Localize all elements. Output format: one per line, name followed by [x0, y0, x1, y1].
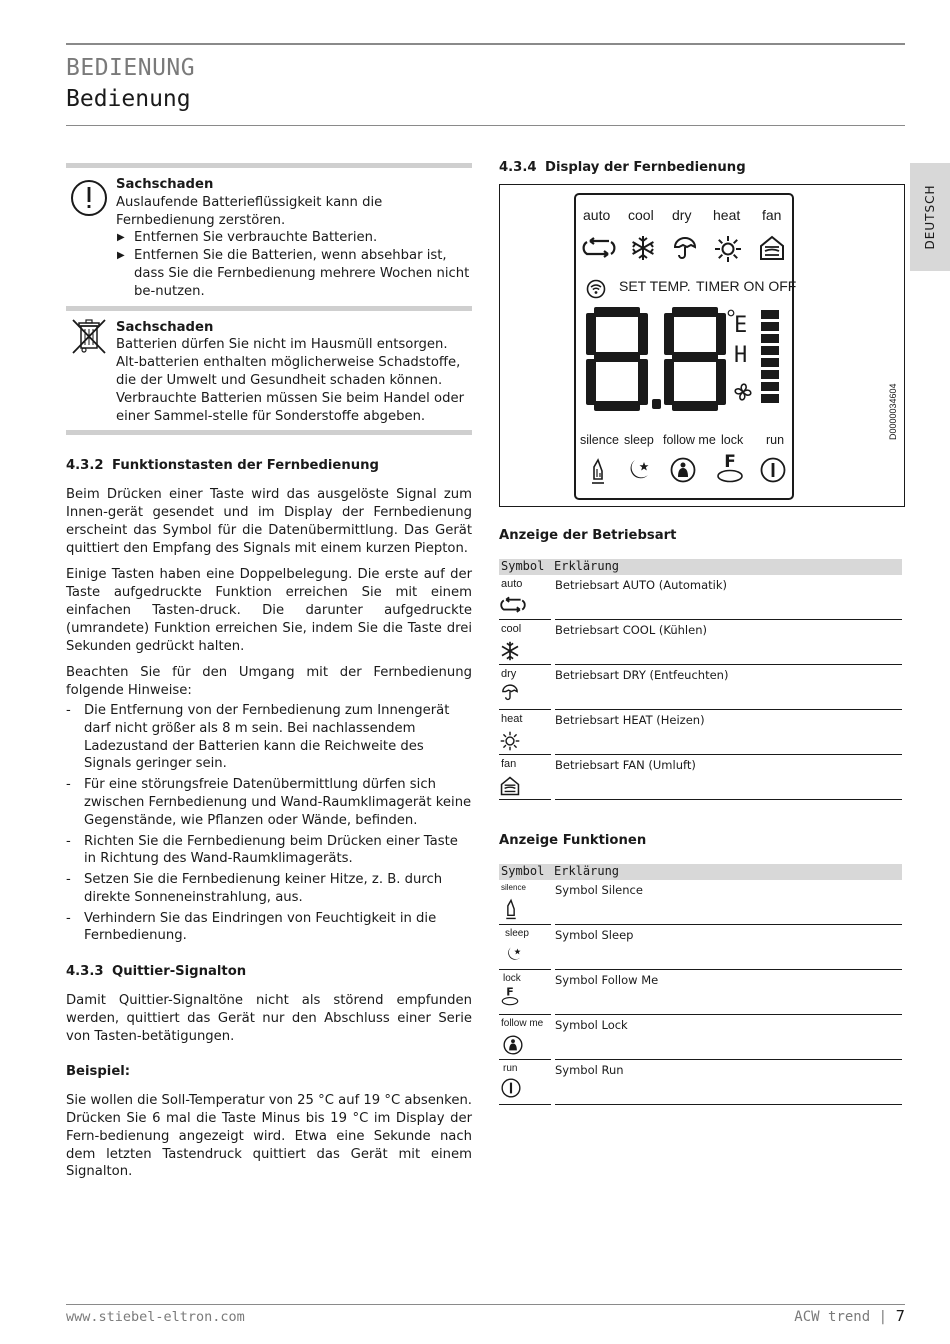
table-symbol-cell: [499, 710, 551, 755]
table-row: [499, 755, 902, 800]
moon-star-icon: [626, 457, 652, 483]
hint-item: - Setzen Sie die Fernbedienung keiner Hitze, z. B. durch direkte Sonneneinstrahlung, aus.: [66, 871, 472, 907]
function-label-sleep: sleep: [624, 433, 654, 447]
table-row: [499, 710, 902, 755]
table-header-explanation: Erklärung: [554, 864, 620, 878]
fan-house-icon: [759, 235, 785, 261]
table-desc-cell: Symbol Run: [555, 1060, 902, 1105]
hint-item: - Die Entfernung von der Fernbedienung zum Innengerät darf nicht größer als 8 m sein. Bei nachlassendem Ladezustand der Batterien kann die Reichweite des Signals geringer sein.: [66, 702, 472, 773]
silence-icon: [588, 457, 608, 485]
table-row: [499, 620, 902, 665]
hint-item: - Für eine störungsfreie Datenübermittlung dürfen sich zwischen Fernbedienung und Wand-Raumklimagerät keine Gegenstände, wie Pflanzen oder Wände, befinden.: [66, 776, 472, 829]
example-heading: Beispiel:: [66, 1064, 131, 1080]
page-number: 7: [895, 1307, 905, 1325]
silence-icon: [503, 898, 519, 920]
level-bar: [761, 358, 779, 367]
paragraph: Damit Quittier-Signaltöne nicht als störend empfunden werden, quittiert das Gerät nur den Abschluss einer Serie von Tasten-betätigungen.: [66, 993, 472, 1044]
language-tab-label: DEUTSCH: [923, 184, 937, 250]
crossed-bin-icon: [70, 317, 108, 355]
remote-display-lcd: [574, 193, 797, 500]
table-mode-title: Anzeige der Betriebsart: [499, 528, 677, 543]
table-desc-cell: Betriebsart COOL (Kühlen): [555, 620, 902, 665]
warning-title: Sachschaden: [116, 177, 214, 192]
warning-text: Batterien dürfen Sie nicht im Hausmüll entsorgen. Alt-batterien enthalten möglicherweise Schadstoffe, die der Umwelt und Gesundheit schaden können. Verbrauchte Batterien müssen Sie beim Handel oder einer Sammel-stelle für Sonderstoffe abgeben.: [116, 337, 464, 424]
remote-display-figure: [499, 184, 905, 507]
symbol-label: run: [503, 1063, 518, 1074]
section-title: Display der Fernbedienung: [545, 160, 746, 175]
table-symbol-cell: [499, 970, 551, 1015]
paragraph: Beachten Sie für den Umgang mit der Fernbedienung folgende Hinweise:: [66, 665, 472, 699]
power-circle-icon: [501, 1078, 521, 1098]
section-number: 4.3.2: [66, 458, 104, 474]
level-bar: [761, 322, 779, 331]
table-row: [499, 1060, 902, 1105]
power-circle-icon: [760, 457, 786, 483]
fan-house-icon: [500, 776, 520, 796]
auto-cycle-icon: [500, 596, 526, 614]
function-label-run: run: [766, 433, 785, 447]
table-header: [499, 559, 902, 575]
warning-item: ▶ Entfernen Sie verbrauchte Batterien.: [134, 229, 472, 247]
exclamation-circle-icon: [70, 179, 108, 217]
warning-battery-leak: [66, 163, 472, 311]
section-heading-4-3-2: [66, 457, 472, 475]
fan-speed-icon: [732, 381, 754, 403]
paragraph: Beim Drücken einer Taste wird das ausgelöste Signal zum Innen-gerät gesendet und im Display der Fernbedienung erscheint das Symbol für die Datenübermittlung. Das Gerät quittiert den Empfang des Signals mit einem kurzen Piepton.: [66, 487, 472, 556]
symbol-label: fan: [501, 758, 517, 770]
left-column: [66, 163, 472, 1190]
table-desc-cell: Betriebsart FAN (Umluft): [555, 755, 902, 800]
warning-battery-disposal: [66, 311, 472, 436]
mode-label-heat: heat: [713, 207, 741, 223]
footer-product: ACW trend: [794, 1309, 871, 1325]
mode-label-dry: dry: [672, 207, 692, 223]
table-desc-cell: Symbol Lock: [555, 1015, 902, 1060]
header-rule-top: [66, 43, 905, 45]
table-func: [499, 864, 902, 1105]
sun-icon: [714, 235, 742, 263]
level-bar: [761, 310, 779, 319]
display-letter-h: H: [734, 343, 748, 368]
hint-item: - Richten Sie die Fernbedienung beim Drücken einer Taste in Richtung des Wand-Raumklimageräts.: [66, 833, 472, 869]
timer-label: TIMER ON OFF: [696, 278, 797, 294]
level-bar: [761, 394, 779, 403]
table-symbol-cell: [499, 925, 551, 970]
table-desc-cell: Symbol Follow Me: [555, 970, 902, 1015]
table-header-explanation: Erklärung: [554, 559, 620, 573]
table-row: [499, 925, 902, 970]
mode-label-cool: cool: [628, 207, 654, 223]
table-symbol-cell: [499, 755, 551, 800]
table-desc-cell: Betriebsart DRY (Entfeuchten): [555, 665, 902, 710]
table-desc-cell: Symbol Sleep: [555, 925, 902, 970]
symbol-label: heat: [501, 713, 523, 725]
level-bar: [761, 370, 779, 379]
table-func-title: Anzeige Funktionen: [499, 833, 647, 848]
table-symbol-cell: [499, 1015, 551, 1060]
hint-item: - Verhindern Sie das Eindringen von Feuchtigkeit in die Fernbedienung.: [66, 910, 472, 946]
header-rule-bottom: [66, 125, 905, 126]
table-symbol-cell: [499, 575, 551, 620]
table-row: [499, 970, 902, 1015]
table-row: [499, 665, 902, 710]
mode-label-fan: fan: [762, 207, 782, 223]
table-desc-cell: Symbol Silence: [555, 880, 902, 925]
symbol-label: sleep: [505, 928, 529, 939]
svg-text:F: F: [506, 986, 514, 999]
section-number: 4.3.3: [66, 964, 104, 980]
symbol-label: lock: [503, 973, 521, 984]
table-header: [499, 864, 902, 880]
display-letter-e: E: [734, 313, 748, 338]
table-symbol-cell: [499, 620, 551, 665]
table-symbol-cell: [499, 665, 551, 710]
right-column: [499, 160, 905, 1077]
table-row: [499, 880, 902, 925]
table-mode: [499, 559, 902, 800]
paragraph: Sie wollen die Soll-Temperatur von 25 °C auf 19 °C absenken. Drücken Sie 6 mal die Taste Minus bis 19 °C im Display der Fern-bedienung angezeigt wird. Etwa eine Sekunde nach dem letzten Tastendruck quittiert das Gerät mit einem Signalton.: [66, 1093, 472, 1180]
footer-rule: [66, 1304, 905, 1305]
section-heading-4-3-4: [499, 160, 905, 175]
sun-icon: [500, 731, 520, 751]
symbol-label: auto: [501, 578, 523, 590]
auto-cycle-icon: [582, 237, 616, 259]
figure-doc-number: D0000034604: [888, 383, 898, 440]
snowflake-icon: [630, 235, 656, 261]
level-bar: [761, 346, 779, 355]
table-symbol-cell: [499, 880, 551, 925]
person-circle-icon: [503, 1035, 523, 1055]
section-heading-4-3-3: [66, 963, 472, 981]
symbol-label: silence: [501, 883, 526, 892]
function-label-follow-me: follow me: [663, 433, 716, 447]
symbol-label: cool: [501, 623, 522, 635]
hint-list: [66, 702, 472, 945]
chapter-title-upper: BEDIENUNG: [66, 55, 196, 81]
dry-drop-icon: [672, 235, 698, 263]
table-desc-cell: Betriebsart AUTO (Automatik): [555, 575, 902, 620]
table-header-symbol: Symbol: [501, 864, 545, 878]
warning-item: ▶ Entfernen Sie die Batterien, wenn absehbar ist, dass Sie die Fernbedienung mehrere Wochen nicht be-nutzen.: [134, 247, 472, 300]
lock-f-icon: [501, 986, 519, 1006]
level-bar: [761, 382, 779, 391]
warning-text: Auslaufende Batterieflüssigkeit kann die Fernbedienung zerstören.: [116, 194, 383, 228]
warning-title: Sachschaden: [116, 319, 214, 335]
warning-list: [116, 229, 472, 300]
table-header-symbol: Symbol: [501, 559, 545, 573]
chapter-title: Bedienung: [66, 86, 191, 112]
function-label-silence: silence: [580, 433, 619, 447]
lock-f-icon: [716, 453, 744, 483]
section-title: Quittier-Signalton: [112, 964, 247, 980]
section-number: 4.3.4: [499, 160, 537, 175]
set-temp-label: SET TEMP.: [619, 278, 691, 294]
person-circle-icon: [670, 457, 696, 483]
language-tab: [910, 163, 950, 271]
snowflake-icon: [500, 641, 520, 661]
moon-star-icon: [505, 945, 523, 963]
footer-product-page: ACW trend | 7: [794, 1307, 905, 1325]
table-row: [499, 575, 902, 620]
symbol-label: dry: [501, 668, 517, 680]
svg-text:F: F: [724, 453, 736, 472]
footer-url: www.stiebel-eltron.com: [66, 1309, 245, 1325]
symbol-label: follow me: [501, 1018, 544, 1029]
signal-transmission-icon: [586, 279, 606, 299]
dry-drop-icon: [500, 683, 520, 703]
level-bar-group: [761, 310, 781, 406]
temperature-digits: [586, 307, 728, 411]
table-desc-cell: Betriebsart HEAT (Heizen): [555, 710, 902, 755]
mode-label-auto: auto: [583, 207, 611, 223]
table-symbol-cell: [499, 1060, 551, 1105]
function-label-lock: lock: [721, 433, 744, 447]
paragraph: Einige Tasten haben eine Doppelbelegung. Die erste auf der Taste aufgedruckte Funktion erreichen Sie mit einem einfachen Tasten-druck. Die darunter aufgedruckte (umrandete) Funktion erreichen Sie, indem Sie die Taste drei Sekunden gedrückt halten.: [66, 567, 472, 654]
level-bar: [761, 334, 779, 343]
section-title: Funktionstasten der Fernbedienung: [112, 458, 379, 474]
table-row: [499, 1015, 902, 1060]
